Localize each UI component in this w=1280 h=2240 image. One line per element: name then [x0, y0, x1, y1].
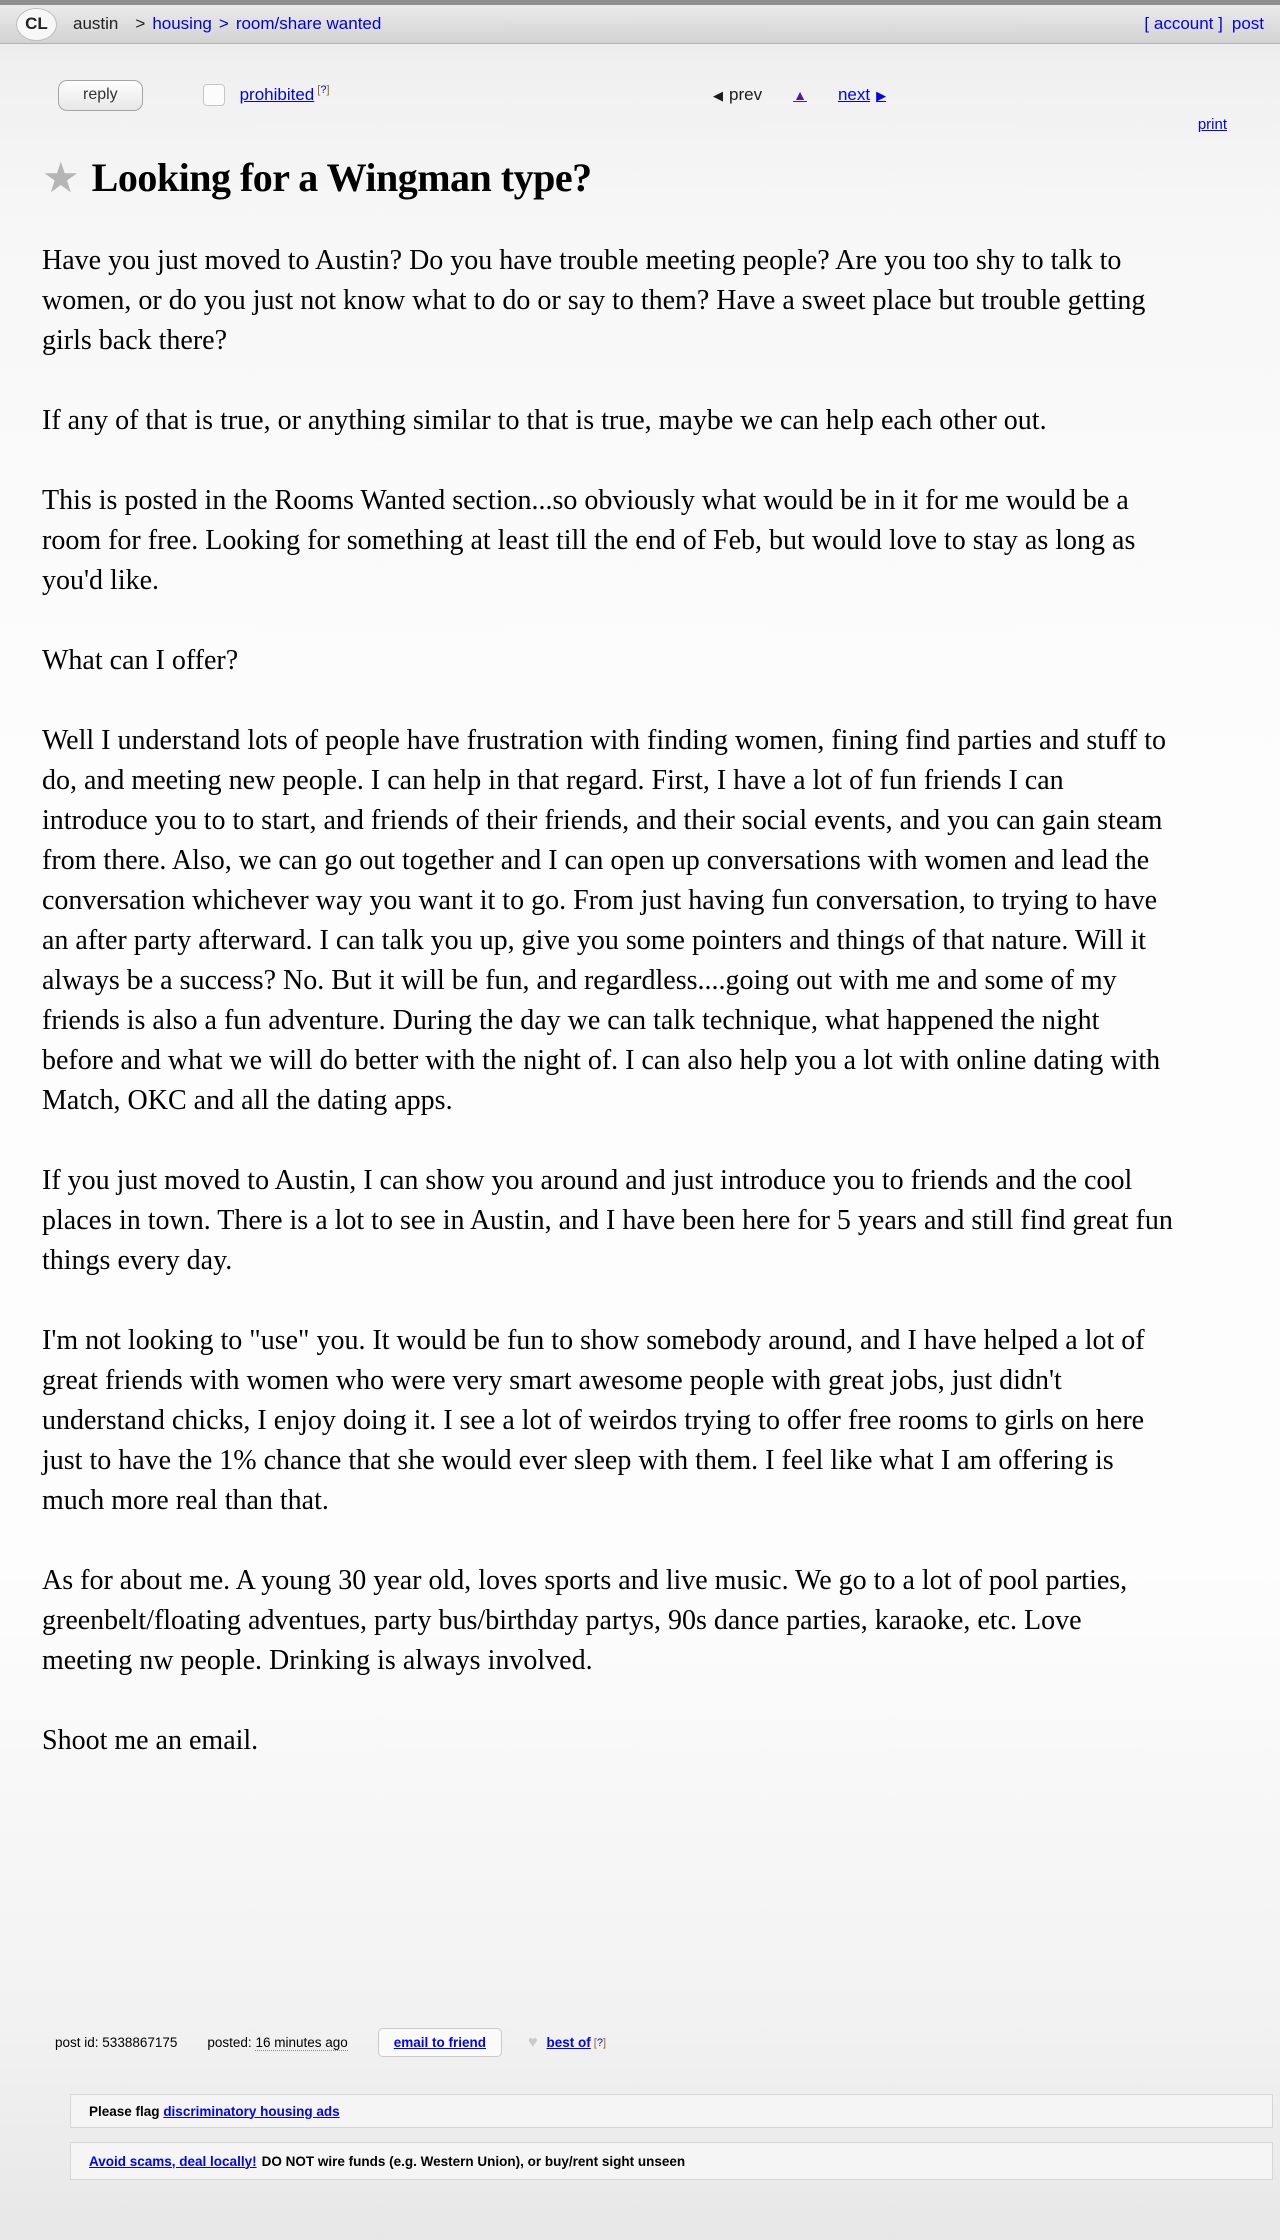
avoid-scams-link[interactable]: Avoid scams, deal locally!	[89, 2153, 257, 2169]
help-icon[interactable]	[594, 2037, 606, 2049]
breadcrumb-roomshare-wanted[interactable]: room/share wanted	[235, 14, 382, 33]
back-to-list-link[interactable]: ▲	[793, 87, 807, 103]
prev-arrow-icon: ◀	[713, 88, 723, 103]
header-bar	[0, 5, 1280, 44]
post-title: Looking for a Wingman type?	[91, 155, 592, 200]
scam-notice-text: DO NOT wire funds (e.g. Western Union), or buy/rent sight unseen	[261, 2153, 686, 2169]
help-bracket: [	[317, 83, 321, 96]
prohibited-checkbox[interactable]	[203, 84, 225, 106]
body-paragraph: What can I offer?	[42, 645, 239, 676]
account-link[interactable]: [ account ]	[1144, 14, 1223, 33]
body-paragraph: This is posted in the Rooms Wanted section...so obviously what would be in it for me would be a room for free. Looking for something at least till the end of Feb, but would love to stay as long as you'd like.	[42, 485, 1136, 596]
body-paragraph: Well I understand lots of people have frustration with finding women, fining find parties and stuff to do, and meeting new people. I can help in that regard. First, I have a lot of fun friends I can introduce you to to start, and friends of their friends, and their social events, and you can gain steam from there. Also, we can go out together and I can open up conversations with women and lead the conversation whichever way you want it to go. From just having fun conversation, to trying to have an after party afterward. I can talk you up, give you some pointers and things of that nature. Will it always be a success? No. But it will be fun, and regardless....going out with me and some of my friends is also a fun adventure. During the day we can talk technique, what happened the night before and what we will do better with the night of. I can also help you a lot with online dating with Match, OKC and all the dating apps.	[42, 725, 1166, 1116]
print-link[interactable]: print	[1197, 116, 1227, 133]
post-link[interactable]: post	[1231, 14, 1264, 33]
help-bracket: [	[593, 2036, 597, 2049]
posted-label: posted:	[207, 2035, 252, 2050]
post-id-label: post id:	[55, 2035, 99, 2050]
heart-icon[interactable]: ♥	[528, 2033, 538, 2051]
header	[0, 0, 1280, 44]
header-right	[1144, 14, 1264, 34]
prohibited-link[interactable]: prohibited	[239, 84, 315, 104]
email-to-friend-button[interactable]: email to friend	[378, 2028, 502, 2057]
posting-infos	[55, 2028, 606, 2057]
help-question: ?	[320, 83, 327, 96]
prev-link[interactable]	[713, 85, 762, 105]
best-of-link[interactable]: best of	[546, 2035, 591, 2050]
prev-next-nav	[713, 85, 886, 105]
posted-time	[207, 2035, 347, 2050]
post-id	[55, 2035, 177, 2050]
post-id-value: 5338867175	[102, 2035, 178, 2050]
avoid-scams-notice	[70, 2142, 1273, 2180]
body-paragraph: As for about me. A young 30 year old, loves sports and live music. We go to a lot of pool parties, greenbelt/floating adventues, party bus/birthday partys, 90s dance parties, karaoke, etc. Love meeting nw people. Drinking is always involved.	[42, 1565, 1128, 1676]
body-paragraph: Shoot me an email.	[42, 1725, 259, 1756]
body-paragraph: Have you just moved to Austin? Do you have trouble meeting people? Are you too shy to talk to women, or do you just not know what to do or say to them? Have a sweet place but trouble getting girls back there?	[42, 245, 1146, 356]
help-question: ?	[596, 2036, 603, 2049]
breadcrumb-separator: >	[218, 14, 229, 33]
body-paragraph: If you just moved to Austin, I can show you around and just introduce you to friends and the cool places in town. There is a lot to see in Austin, and I have been here for 5 years and still find great fun things every day.	[42, 1165, 1173, 1276]
breadcrumb-city[interactable]: austin	[73, 14, 119, 33]
body-paragraph: I'm not looking to "use" you. It would be fun to show somebody around, and I have helped a lot of great friends with women who were very smart awesome people with great jobs, just didn't understand chicks, I enjoy doing it. I see a lot of weirdos trying to offer free rooms to girls on here just to have the 1% chance that she would ever sleep with them. I feel like what I am offering is much more real than that.	[42, 1325, 1145, 1516]
reply-button[interactable]: reply	[58, 80, 143, 111]
body-paragraph: If any of that is true, or anything similar to that is true, maybe we can help each other out.	[42, 405, 1047, 436]
craigslist-logo[interactable]: CL	[16, 8, 57, 41]
next-link[interactable]	[838, 85, 886, 105]
toolbar	[42, 80, 1280, 133]
discriminatory-housing-ads-link[interactable]: discriminatory housing ads	[163, 2103, 340, 2119]
title-row	[42, 154, 1280, 201]
breadcrumb-housing[interactable]: housing	[152, 14, 212, 33]
flag-housing-notice	[70, 2094, 1273, 2128]
flag-notice-text: Please flag	[89, 2103, 160, 2119]
favorite-star-icon[interactable]: ★	[42, 153, 80, 201]
breadcrumb-separator: >	[135, 14, 146, 33]
help-icon[interactable]	[317, 84, 329, 96]
posted-value[interactable]: 16 minutes ago	[255, 2035, 348, 2050]
next-arrow-icon: ▶	[876, 88, 887, 103]
help-bracket: ]	[602, 2036, 607, 2049]
prev-label: prev	[729, 85, 763, 104]
next-label: next	[837, 85, 871, 104]
help-bracket: ]	[326, 83, 330, 96]
posting-body	[42, 241, 1174, 1761]
